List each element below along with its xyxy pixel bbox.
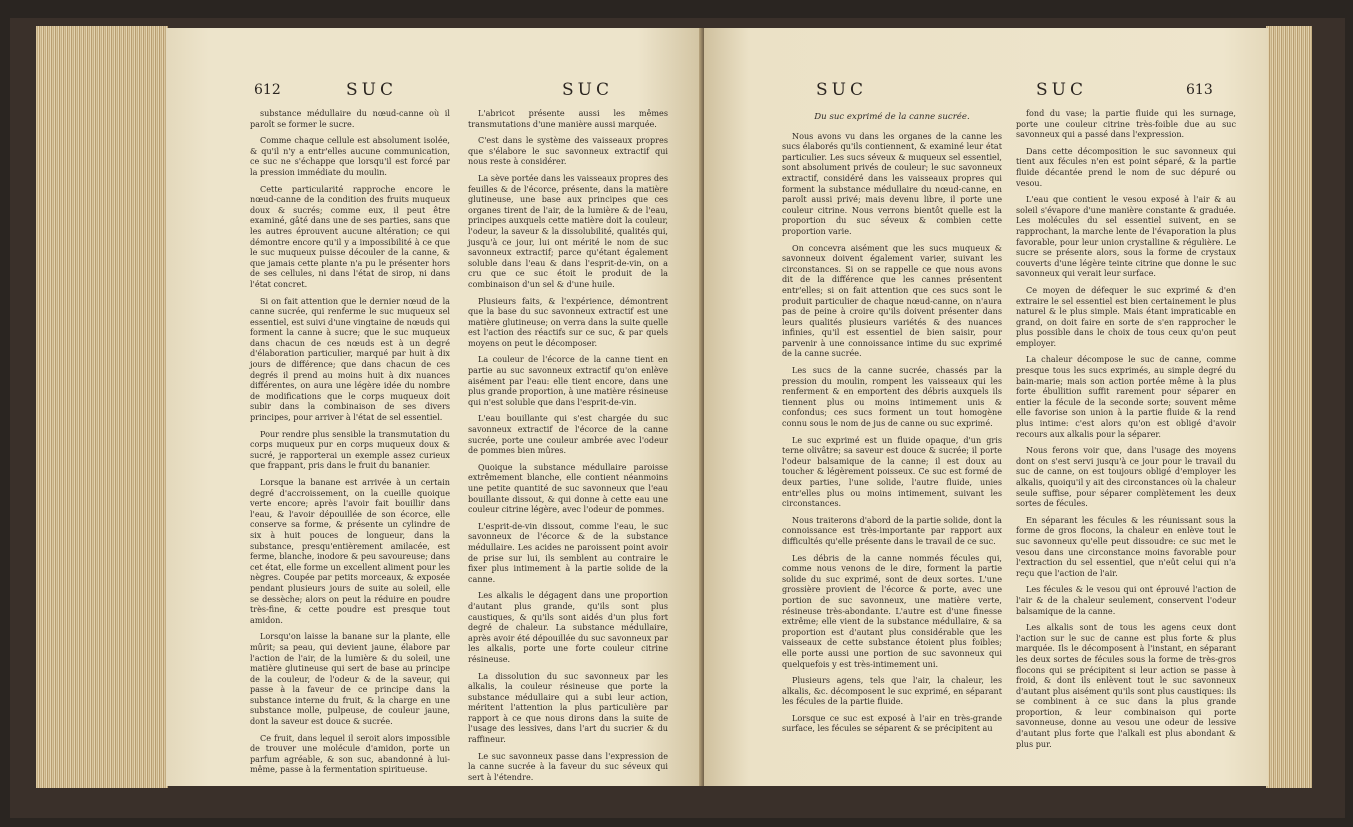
left-page-column-1 (250, 108, 450, 781)
paragraph: Lorsque ce suc est exposé à l'air en très-grande surface, les fécules se séparent & se précipitent au (782, 712, 1002, 734)
page-number-left: 612 (254, 82, 281, 98)
paragraph: On concevra aisément que les sucs muqueux & savonneux doivent également varier, suivant les circonstances. Si on se rappelle ce que nous avons dit de la différence que les cannes présentent entr'elles; si on fait attention que ces sucs sont le produit particulier de chaque nœud-canne, on n'aura pas de peine à croire qu'ils doivent présenter dans leurs qualités plusieurs variétés & des nuances infinies, qu'il est essentiel de bien saisir, pour parvenir à une connoissance intime du suc exprimé de la canne sucrée. (782, 242, 1002, 359)
paragraph: Les alkalis sont de tous les agens ceux dont l'action sur le suc de canne est plus forte & plus marquée. Ils le décomposent à l'instant, en séparant les deux sortes de fécules sous la forme de très-gros flocons qui se précipitent si leur action se passe à froid, & dont ils enlèvent tout le suc savonneux d'autant plus aisément qu'ils sont plus caustiques: ils se combinent à ce suc dans la plus grande proportion, & leur combinaison qui porte savonneuse, donne au vesou une odeur de lessive d'autant plus forte que l'alkali est plus abondant & plus pur. (1016, 622, 1236, 749)
paragraph: La dissolution du suc savonneux par les alkalis, la couleur résineuse que porte la substance médullaire qui a subi leur action, méritent l'attention la plus particulière par rapport à ce que nous dirons dans la suite de l'usage des lessives, dans l'art du sucrier & du raffineur. (468, 670, 668, 745)
right-page-column-1 (782, 108, 1002, 740)
paragraph: Lorsque la banane est arrivée à un certain degré d'accroissement, on la cueille quoique verte encore; après l'avoir fait bouillir dans l'eau, & l'avoir dépouillée de son écorce, elle conserve sa forme, & présente un cylindre de six à huit pouces de longueur, dans la substance, presqu'entièrement amilacée, est ferme, blanche, inodore & peu savoureuse; dans cet état, elle forme un excellent aliment pour les nègres. Coupée par petits morceaux, & exposée pendant plusieurs jours de suite au soleil, elle se dessèche; alors on peut la réduire en poudre très-fine, & cette poudre est presque tout amidon. (250, 477, 450, 625)
page-number-right: 613 (1186, 82, 1213, 98)
paragraph: Cette particularité rapproche encore le nœud-canne de la condition des fruits muqueux doux & sucrés; comme eux, il peut être examiné, gâté dans une de ses parties, sans que les autres éprouvent aucune altération; ce qui démontre encore qu'il y a impossibilité à ce que le suc muqueux puisse découler de la canne, & que jamais cette plante n'a pu le présenter hors de ses cellules, ni dans l'état de sirop, ni dans l'état concret. (250, 183, 450, 289)
paragraph: Ce moyen de défequer le suc exprimé & d'en extraire le sel essentiel est bien certainement le plus naturel & le plus simple. Mais étant impraticable en grand, on doit faire en sorte de s'en rapprocher le plus possible dans le choix de tous ceux qu'on peut employer. (1016, 284, 1236, 348)
paragraph: Le suc savonneux passe dans l'expression de la canne sucrée à la faveur du suc séveux qui sert à l'étendre. (468, 750, 668, 782)
left-page-column-2 (468, 108, 668, 786)
paragraph: C'est dans le système des vaisseaux propres que s'élabore le suc savonneux extractif qui nous reste à considérer. (468, 135, 668, 167)
paragraph: Dans cette décomposition le suc savonneux qui tient aux fécules n'en est point séparé, & la partie fluide décantée prend le nom de suc dépuré ou vesou. (1016, 145, 1236, 188)
paragraph: Si on fait attention que le dernier nœud de la canne sucrée, qui renferme le suc muqueux sel essentiel, est suivi d'une vingtaine de nœuds qui forment la canne à sucre; que le suc muqueux dans chacun de ces nœuds est à un degré d'élaboration particulier, marqué par huit à dix jours de différence; que dans chacun de ces degrés il prend au moins huit à dix nuances différentes, on aura une légère idée du nombre de modifications que le corps muqueux doit subir dans la combinaison de ses divers principes, pour arriver à l'état de sel essentiel. (250, 295, 450, 423)
section-title: Du suc exprimé de la canne sucrée. (814, 112, 970, 122)
running-head-left-1: SUC (346, 80, 397, 100)
paragraph: La couleur de l'écorce de la canne tient en partie au suc savonneux extractif qu'on enlève aisément par l'eau: elle tient encore, dans une plus grande proportion, à une matière résineuse qui n'est soluble que dans l'esprit-de-vin. (468, 354, 668, 407)
paragraph: Les fécules & le vesou qui ont éprouvé l'action de l'air & de la chaleur seulement, conservent l'odeur balsamique de la canne. (1016, 584, 1236, 616)
paragraph: L'eau bouillante qui s'est chargée du suc savonneux extractif de l'écorce de la canne sucrée, porte une couleur ambrée avec l'odeur de pommes bien mûres. (468, 413, 668, 456)
paragraph: Plusieurs faits, & l'expérience, démontrent que la base du suc savonneux extractif est une matière glutineuse; on verra dans la suite quelle est l'action des réactifs sur ce suc, & par quels moyens on peut le décomposer. (468, 295, 668, 348)
left-page-edges (36, 26, 168, 788)
paragraph: La chaleur décompose le suc de canne, comme presque tous les sucs exprimés, au simple degré du bain-marie; mais son action portée même à la plus forte ébullition suffit rarement pour séparer en entier la fécule de la seconde sorte; souvent même elle favorise son union à la partie fluide & la rend plus intime: c'est alors qu'on est obligé d'avoir recours aux alkalis pour la séparer. (1016, 354, 1236, 439)
paragraph: Nous avons vu dans les organes de la canne les sucs élaborés qu'ils contiennent, & examiné leur état particulier. Les sucs séveux & muqueux sel essentiel, sont absolument privés de couleur; le suc savonneux extractif, considéré dans les vaisseaux propres qui forment la substance médullaire du nœud-canne, en paroît aussi privé; mais devenu libre, il porte une couleur citrine. Nous verrons bientôt quelle est la proportion du suc séveux & combien cette proportion varie. (782, 130, 1002, 236)
paragraph: Plusieurs agens, tels que l'air, la chaleur, les alkalis, &c. décomposent le suc exprimé, en séparant les fécules de la partie fluide. (782, 675, 1002, 707)
paragraph: Les débris de la canne nommés fécules qui, comme nous venons de le dire, forment la partie solide du suc exprimé, sont de deux sortes. L'une grossière provient de l'écorce & porte, avec une portion de suc savonneux, une matière verte, résineuse très-abondante. L'autre est d'une finesse extrême; elle vient de la substance médullaire, & sa proportion est d'autant plus considérable que les vaisseaux de cette substance étoient plus foibles; elle porte aussi une portion de suc savonneux qui quelquefois y est très-intimement uni. (782, 552, 1002, 669)
paragraph: Nous ferons voir que, dans l'usage des moyens dont on s'est servi jusqu'à ce jour pour le travail du suc de canne, on est toujours obligé d'employer les alkalis, quoiqu'il y ait des circonstances où la chaleur seule suffise, pour séparer complètement les deux sortes de fécules. (1016, 445, 1236, 509)
paragraph: Nous traiterons d'abord de la partie solide, dont la connoissance est très-importante par rapport aux difficultés qu'elle présente dans le travail de ce suc. (782, 514, 1002, 546)
running-head-right-1: SUC (816, 80, 867, 100)
paragraph: Ce fruit, dans lequel il seroit alors impossible de trouver une molécule d'amidon, porte un parfum agréable, & son suc, abandonné à lui-même, passe à la fermentation spiritueuse. (250, 732, 450, 775)
paragraph: Les sucs de la canne sucrée, chassés par la pression du moulin, rompent les vaisseaux qui les renferment & en emportent des débris auxquels ils tiennent plus ou moins intimement unis & confondus; ces sucs forment un tout homogène connu sous le nom de jus de canne ou suc exprimé. (782, 365, 1002, 429)
paragraph: L'esprit-de-vin dissout, comme l'eau, le suc savonneux de l'écorce & de la substance médullaire. Les acides ne paroissent point avoir de prise sur lui, ils semblent au contraire le fixer plus intimement à la partie solide de la canne. (468, 520, 668, 584)
paragraph: L'eau que contient le vesou exposé à l'air & au soleil s'évapore d'une manière constante & graduée. Les molécules du sel essentiel suivent, en se rapprochant, la marche lente de l'évaporation la plus favorable, pour leur union crystalline & régulière. Le sucre se présente alors, sous la forme de crystaux couverts d'une légère teinte citrine que donne le suc savonneux qui verait leur surface. (1016, 194, 1236, 279)
right-page (704, 28, 1268, 786)
running-head-right-2: SUC (1036, 80, 1087, 100)
right-page-column-2 (1016, 108, 1236, 755)
paragraph: Les alkalis le dégagent dans une proportion d'autant plus grande, qu'ils sont plus caustiques, & qu'ils sont aidés d'un plus fort degré de chaleur. La substance médullaire, après avoir été dépouillée du suc savonneux par les alkalis, porte une forte couleur citrine résineuse. (468, 590, 668, 664)
paragraph: Lorsqu'on laisse la banane sur la plante, elle mûrit; sa peau, qui devient jaune, élabore par l'action de l'air, de la lumière & du soleil, une matière glutineuse qui sert de base au principe de la couleur, de l'odeur & de la saveur, qui passe à la faveur de ce principe dans la substance interne du fruit, & la charge en une substance molle, pulpeuse, de couleur jaune, dont la saveur est douce & sucrée. (250, 631, 450, 727)
paragraph: substance médullaire du nœud-canne où il paroît se former le sucre. (250, 108, 450, 129)
paragraph: En séparant les fécules & les réunissant sous la forme de gros flocons, la chaleur en enlève tout le suc savonneux qu'elle peut dissoudre: ce suc met le vesou dans une circonstance moins favorable pour l'extraction du sel essentiel, que n'eût celui qui n'a reçu que l'action de l'air. (1016, 514, 1236, 578)
paragraph: L'abricot présente aussi les mêmes transmutations d'une manière aussi marquée. (468, 108, 668, 129)
right-page-edges (1266, 26, 1312, 788)
paragraph: Le suc exprimé est un fluide opaque, d'un gris terne olivâtre; sa saveur est douce & sucrée; il porte l'odeur balsamique de la canne; il est doux au toucher & légèrement poisseux. Ce suc est formé de deux parties, l'une solide, l'autre fluide, unies entr'elles plus ou moins intimement, suivant les circonstances. (782, 434, 1002, 509)
running-head-left-2: SUC (562, 80, 613, 100)
paragraph: fond du vase; la partie fluide qui les surnage, porte une couleur citrine très-foible due au suc savonneux qui a passé dans l'expression. (1016, 108, 1236, 140)
left-page (166, 28, 702, 786)
paragraph: Pour rendre plus sensible la transmutation du corps muqueux pur en corps muqueux doux & sucré, je rapporterai un exemple assez curieux que frappant, pris dans le fruit du bananier. (250, 428, 450, 471)
paragraph: Quoique la substance médullaire paroisse extrêmement blanche, elle contient néanmoins une petite quantité de suc savonneux que l'eau bouillante dissout, & qui donne à cette eau une couleur citrine légère, avec l'odeur de pommes. (468, 461, 668, 515)
paragraph: Comme chaque cellule est absolument isolée, & qu'il n'y a entr'elles aucune communication, ce suc ne s'échappe que lorsqu'il est forcé par la pression immédiate du moulin. (250, 135, 450, 177)
paragraph: La sève portée dans les vaisseaux propres des feuilles & de l'écorce, présente, dans la matière glutineuse, une base aux principes que ces organes tirent de l'air, de la lumière & de l'eau, principes auxquels cette matière doit la couleur, l'odeur, la saveur & la dissolubilité, qualités qui, jusqu'à ce jour, lui ont mérité le nom de suc savonneux extractif; parce qu'étant également soluble dans l'eau & dans l'esprit-de-vin, on a cru que ce suc étoit le produit de la combinaison d'un sel & d'une huile. (468, 172, 668, 289)
